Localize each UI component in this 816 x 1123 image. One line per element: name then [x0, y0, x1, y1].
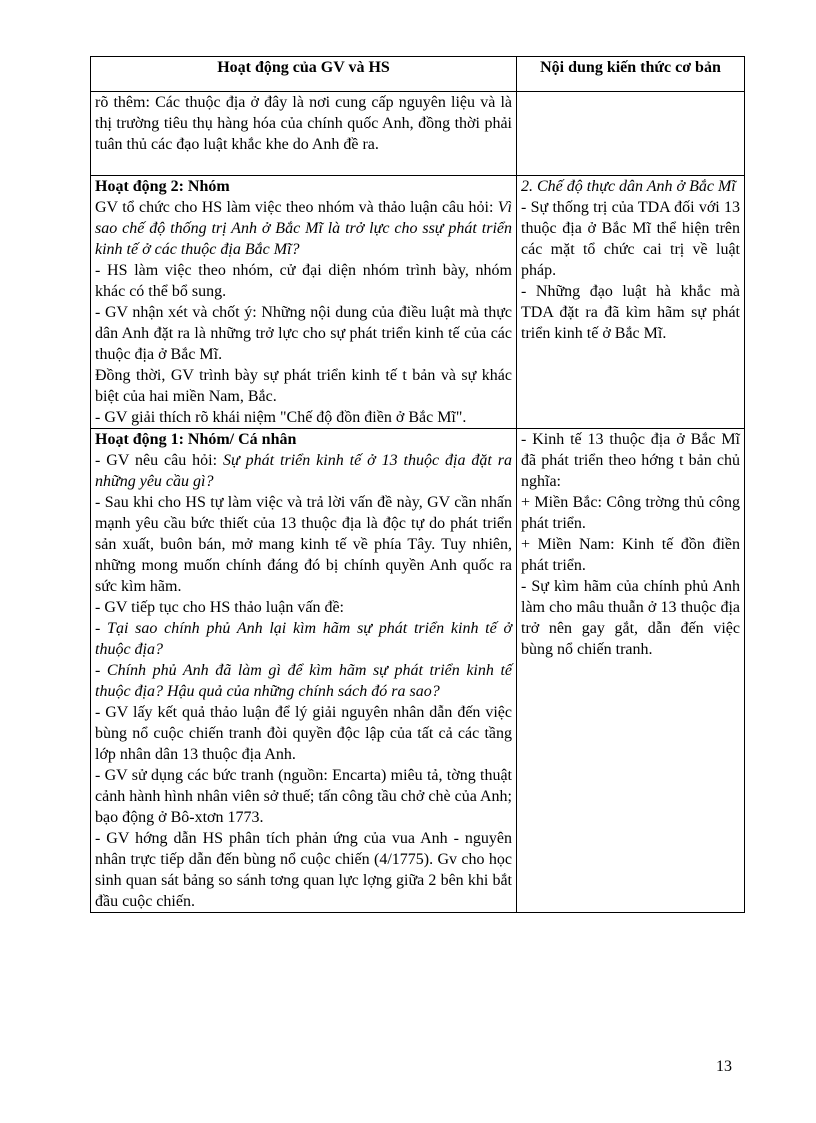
row2-right — [517, 176, 745, 429]
row3-right — [517, 429, 745, 913]
question-text: Sự phát triển kinh tế ở 13 thuộc địa đặt ra những yêu cầu gì? — [95, 452, 513, 490]
discussion-question: - Tại sao chính phủ Anh lại kìm hãm sự phát triển kinh tế ở thuộc địa? — [95, 620, 512, 658]
paragraph: Đồng thời, GV trình bày sự phát triển kinh tế t bản và sự khác biệt của hai miền Nam, Bắc. — [95, 367, 512, 405]
table-row — [91, 176, 745, 429]
section-2-heading: 2. Chế độ thực dân Anh ở Bắc Mĩ — [521, 178, 736, 195]
table-row — [91, 92, 745, 176]
paragraph: - Sự thống trị của TDA đối với 13 thuộc địa ở Bắc Mĩ thể hiện trên các mặt tổ chức cai trị về luật pháp. — [521, 199, 740, 279]
question-text: Vì sao chế độ thống trị Anh ở Bắc Mĩ là trở lực cho ssự phát triển kinh tế ở các thuộc địa Bắc Mĩ? — [95, 199, 512, 258]
activity-1-question — [95, 450, 512, 492]
page-number: 13 — [716, 1058, 732, 1075]
header-row — [91, 57, 745, 92]
paragraph: - Sự kìm hãm của chính phủ Anh làm cho mâu thuẫn ở 13 thuộc địa trở nên gay gắt, dẫn đến việc bùng nổ chiến tranh. — [521, 578, 740, 658]
header-content: Nội dung kiến thức cơ bản — [517, 57, 745, 92]
paragraph: - Sau khi cho HS tự làm việc và trả lời vấn đề này, GV cần nhấn mạnh yêu cầu bức thiết của 13 thuộc địa là độc tự do phát triển sản xuất, buôn bán, mở mang kinh tế về phía Tây. Tuy nhiên, những mong muốn chính đáng đó bị chính quyền Anh quốc ra sức kìm hãm. — [95, 494, 512, 595]
paragraph: - GV lấy kết quả thảo luận để lý giải nguyên nhân dẫn đến việc bùng nổ cuộc chiến tranh đòi quyền độc lập của tất cả các tầng lớp nhân dân 13 thuộc địa Anh. — [95, 704, 512, 763]
question-prefix: - GV nêu câu hỏi: — [95, 452, 223, 469]
discussion-question: - Chính phủ Anh đã làm gì để kìm hãm sự phát triển kinh tế thuộc địa? Hậu quả của những chính sách đó ra sao? — [95, 662, 512, 700]
activity-2-heading: Hoạt động 2: Nhóm — [95, 178, 230, 195]
paragraph: - Kinh tế 13 thuộc địa ở Bắc Mĩ đã phát triển theo hớng t bản chủ nghĩa: — [521, 431, 740, 490]
row2-left — [91, 176, 517, 429]
lesson-table — [90, 56, 745, 913]
paragraph: - Những đạo luật hà khắc mà TDA đặt ra đã kìm hãm sự phát triển kinh tế ở Bắc Mĩ. — [521, 283, 740, 342]
activity-1-heading: Hoạt động 1: Nhóm/ Cá nhân — [95, 431, 297, 448]
row1-right — [517, 92, 745, 176]
paragraph: - GV tiếp tục cho HS thảo luận vấn đề: — [95, 599, 344, 616]
question-prefix: GV tổ chức cho HS làm việc theo nhóm và thảo luận câu hỏi: — [95, 199, 498, 216]
paragraph: + Miền Bắc: Công trờng thủ công phát triển. — [521, 494, 740, 532]
header-activities: Hoạt động của GV và HS — [91, 57, 517, 92]
row1-left — [91, 92, 517, 176]
paragraph: - GV sử dụng các bức tranh (nguồn: Encarta) miêu tả, tờng thuật cảnh hành hình nhân viên sở thuế; tấn công tầu chở chè của Anh; bạo động ở Bô-xtơn 1773. — [95, 767, 512, 826]
paragraph: - HS làm việc theo nhóm, cử đại diện nhóm trình bày, nhóm khác có thể bổ sung. — [95, 262, 512, 300]
paragraph: - GV nhận xét và chốt ý: Những nội dung của điều luật mà thực dân Anh đặt ra là những trở lực cho sự phát triển kinh tế của các thuộc địa ở Bắc Mĩ. — [95, 304, 512, 363]
activity-2-question — [95, 197, 512, 260]
row1-left-text: rõ thêm: Các thuộc địa ở đây là nơi cung cấp nguyên liệu và là thị trường tiêu thụ hàng hóa của chính quốc Anh, đồng thời phải tuân thủ các đạo luật khắc khe do Anh đề ra. — [95, 94, 512, 153]
paragraph: - GV hớng dẫn HS phân tích phản ứng của vua Anh - nguyên nhân trực tiếp dẫn đến bùng nổ cuộc chiến (4/1775). Gv cho học sinh quan sát bảng so sánh tơng quan lực lợng giữa 2 bên khi bắt đầu cuộc chiến. — [95, 830, 512, 910]
table-row — [91, 429, 745, 913]
paragraph: + Miền Nam: Kinh tế đồn điền phát triển. — [521, 536, 740, 574]
paragraph: - GV giải thích rõ khái niệm "Chế độ đồn điền ở Bắc Mĩ". — [95, 409, 467, 426]
row3-left — [91, 429, 517, 913]
